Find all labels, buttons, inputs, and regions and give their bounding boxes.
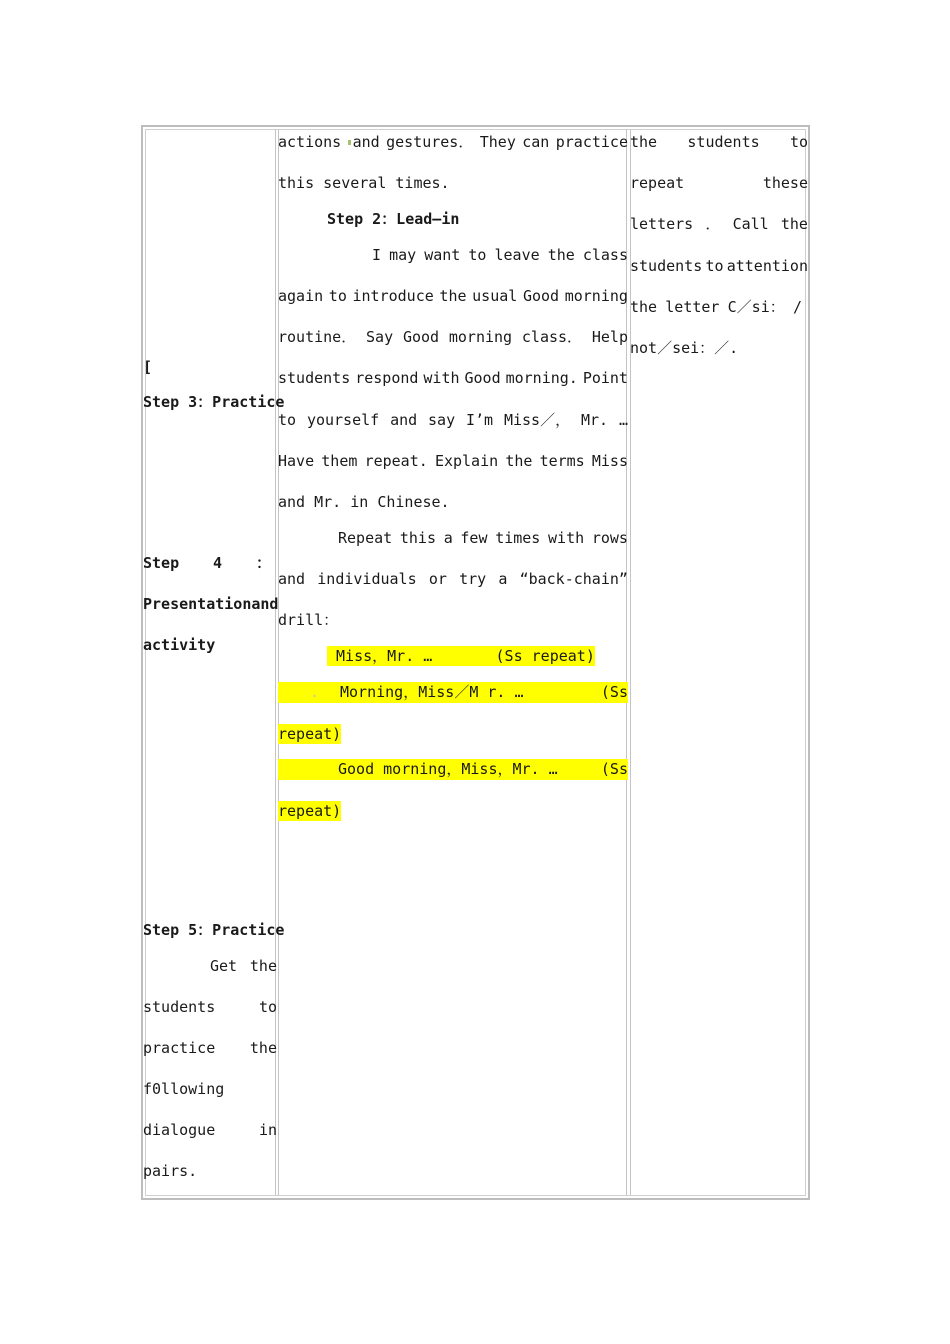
text-line: this several times. xyxy=(278,174,450,192)
drill-line-highlighted: repeat) xyxy=(278,725,342,743)
text-line: actions and gestures． They can practice xyxy=(278,133,628,151)
step4-heading-line: Step 4 ： xyxy=(143,554,271,572)
drill-line-highlighted: Good morning，Miss，Mr. … (Ss xyxy=(278,759,628,780)
step5-heading: Step 5：Practice xyxy=(143,921,285,939)
notes-line: not／sei：／. xyxy=(630,339,739,357)
drill-line-highlighted: repeat) xyxy=(278,802,342,820)
step4-heading-line: Presentation and xyxy=(143,595,279,613)
caret-mark: . xyxy=(310,683,320,701)
step3-heading: Step 3：Practice xyxy=(143,393,285,411)
bracket-mark: [ xyxy=(143,358,153,376)
text-line: Have them repeat. Explain the terms Miss xyxy=(278,452,628,470)
text-line: again to introduce the usual Good morning xyxy=(278,287,628,305)
step5-text-line: students to xyxy=(143,998,277,1016)
notes-line: students to attention xyxy=(630,257,808,275)
text-line: I may want to leave the class xyxy=(372,246,628,264)
step4-heading-line: activity xyxy=(143,636,216,654)
text-line: drill： xyxy=(278,611,339,629)
step5-text-line: f0llowing xyxy=(143,1080,225,1098)
text-line: and individuals or try a “back-chain” xyxy=(278,570,628,588)
step5-text-line: pairs. xyxy=(143,1162,198,1180)
step5-text-line: Get the xyxy=(210,957,277,975)
column-divider xyxy=(630,129,631,1195)
step2-heading: Step 2：Lead—in xyxy=(327,210,460,228)
drill-line-highlighted: Miss，Mr. … (Ss repeat) xyxy=(327,647,595,665)
drill-line-highlighted: . Morning，Miss／M r. … (Ss xyxy=(278,682,628,703)
marker-dot xyxy=(348,140,351,145)
notes-line: letters ． Call the xyxy=(630,215,808,233)
text-line: and Mr. in Chinese. xyxy=(278,493,450,511)
text-line: to yourself and say I’m Miss／， Mr. … xyxy=(278,411,628,429)
column-divider xyxy=(275,129,276,1195)
notes-line: repeat these xyxy=(630,174,808,192)
step5-text-line: dialogue in xyxy=(143,1121,277,1139)
notes-line: the students to xyxy=(630,133,808,151)
text-line: students respond with Good morning. Point xyxy=(278,369,628,387)
step5-text-line: practice the xyxy=(143,1039,277,1057)
text-line: Repeat this a few times with rows xyxy=(338,529,628,547)
notes-line: the letter C／si： / xyxy=(630,298,802,316)
text-line: routine． Say Good morning class． Help xyxy=(278,328,628,346)
